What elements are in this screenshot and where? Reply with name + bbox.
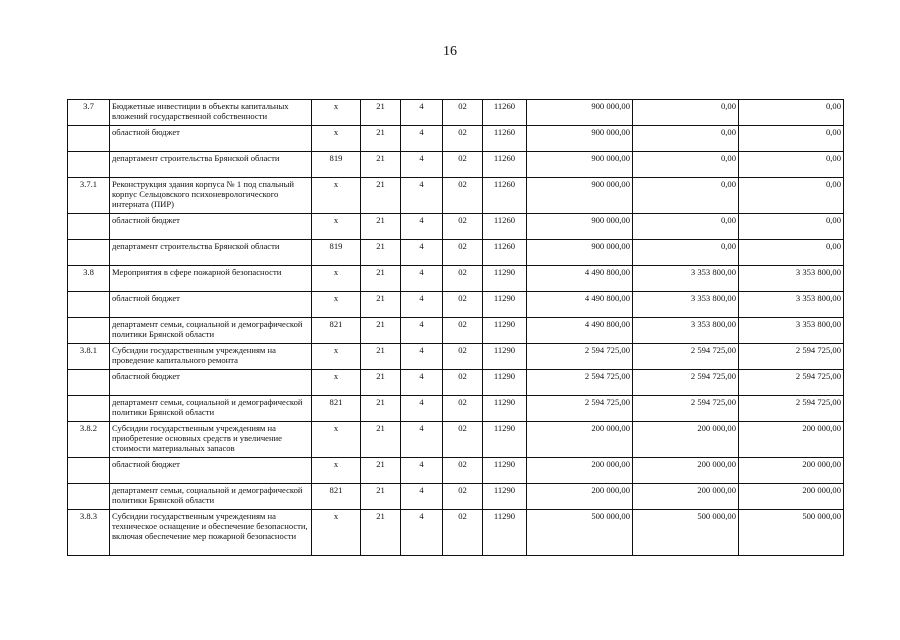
table-row xyxy=(68,422,844,458)
row-name-cell: областной бюджет xyxy=(110,214,312,240)
row-number-cell xyxy=(68,458,110,484)
section-code-cell: 21 xyxy=(361,240,401,266)
direction-code-cell: 11260 xyxy=(483,100,527,126)
amount-year2-cell: 2 594 725,00 xyxy=(633,396,739,422)
program-code-cell: 02 xyxy=(443,484,483,510)
row-name-cell: департамент строительства Брянской области xyxy=(110,152,312,178)
amount-year1-cell: 500 000,00 xyxy=(527,510,633,556)
amount-year2-cell: 0,00 xyxy=(633,178,739,214)
amount-year2-cell: 3 353 800,00 xyxy=(633,318,739,344)
direction-code-cell: 11260 xyxy=(483,240,527,266)
table-row xyxy=(68,370,844,396)
section-code-cell: 21 xyxy=(361,292,401,318)
admin-code-cell: х xyxy=(312,100,361,126)
section-code-cell: 21 xyxy=(361,484,401,510)
budget-table xyxy=(67,99,844,556)
table-row xyxy=(68,484,844,510)
row-name-cell: департамент семьи, социальной и демографической политики Брянской области xyxy=(110,396,312,422)
program-code-cell: 02 xyxy=(443,422,483,458)
amount-year1-cell: 900 000,00 xyxy=(527,152,633,178)
program-code-cell: 02 xyxy=(443,266,483,292)
admin-code-cell: х xyxy=(312,126,361,152)
amount-year3-cell: 2 594 725,00 xyxy=(739,344,844,370)
admin-code-cell: х xyxy=(312,458,361,484)
row-name-cell: департамент семьи, социальной и демографической политики Брянской области xyxy=(110,484,312,510)
direction-code-cell: 11290 xyxy=(483,458,527,484)
amount-year3-cell: 200 000,00 xyxy=(739,458,844,484)
row-number-cell: 3.8.1 xyxy=(68,344,110,370)
direction-code-cell: 11290 xyxy=(483,370,527,396)
row-number-cell xyxy=(68,152,110,178)
section-code-cell: 21 xyxy=(361,422,401,458)
subsection-code-cell: 4 xyxy=(401,370,443,396)
row-number-cell xyxy=(68,292,110,318)
amount-year3-cell: 200 000,00 xyxy=(739,422,844,458)
row-number-cell: 3.8 xyxy=(68,266,110,292)
admin-code-cell: х xyxy=(312,370,361,396)
amount-year2-cell: 0,00 xyxy=(633,152,739,178)
section-code-cell: 21 xyxy=(361,100,401,126)
row-number-cell xyxy=(68,370,110,396)
admin-code-cell: х xyxy=(312,178,361,214)
program-code-cell: 02 xyxy=(443,318,483,344)
amount-year1-cell: 900 000,00 xyxy=(527,100,633,126)
section-code-cell: 21 xyxy=(361,178,401,214)
admin-code-cell: 821 xyxy=(312,318,361,344)
row-name-cell: Субсидии государственным учреждениям на проведение капитального ремонта xyxy=(110,344,312,370)
admin-code-cell: 821 xyxy=(312,484,361,510)
row-name-cell: Субсидии государственным учреждениям на приобретение основных средств и увеличение стоимости материальных запасов xyxy=(110,422,312,458)
amount-year2-cell: 0,00 xyxy=(633,126,739,152)
subsection-code-cell: 4 xyxy=(401,266,443,292)
program-code-cell: 02 xyxy=(443,458,483,484)
amount-year2-cell: 0,00 xyxy=(633,240,739,266)
direction-code-cell: 11290 xyxy=(483,422,527,458)
amount-year1-cell: 900 000,00 xyxy=(527,126,633,152)
amount-year3-cell: 0,00 xyxy=(739,214,844,240)
admin-code-cell: х xyxy=(312,266,361,292)
amount-year3-cell: 200 000,00 xyxy=(739,484,844,510)
subsection-code-cell: 4 xyxy=(401,240,443,266)
section-code-cell: 21 xyxy=(361,126,401,152)
row-number-cell: 3.7 xyxy=(68,100,110,126)
row-number-cell: 3.8.3 xyxy=(68,510,110,556)
row-number-cell xyxy=(68,214,110,240)
amount-year3-cell: 0,00 xyxy=(739,126,844,152)
direction-code-cell: 11290 xyxy=(483,510,527,556)
subsection-code-cell: 4 xyxy=(401,422,443,458)
subsection-code-cell: 4 xyxy=(401,396,443,422)
admin-code-cell: х xyxy=(312,344,361,370)
amount-year3-cell: 3 353 800,00 xyxy=(739,266,844,292)
direction-code-cell: 11290 xyxy=(483,484,527,510)
direction-code-cell: 11260 xyxy=(483,178,527,214)
program-code-cell: 02 xyxy=(443,510,483,556)
row-number-cell xyxy=(68,240,110,266)
subsection-code-cell: 4 xyxy=(401,178,443,214)
amount-year2-cell: 200 000,00 xyxy=(633,422,739,458)
section-code-cell: 21 xyxy=(361,266,401,292)
amount-year2-cell: 0,00 xyxy=(633,100,739,126)
admin-code-cell: 821 xyxy=(312,396,361,422)
table-row xyxy=(68,240,844,266)
program-code-cell: 02 xyxy=(443,214,483,240)
section-code-cell: 21 xyxy=(361,152,401,178)
subsection-code-cell: 4 xyxy=(401,510,443,556)
row-name-cell: Субсидии государственным учреждениям на техническое оснащение и обеспечение безопасности, включая обеспечение мер пожарной безопасности xyxy=(110,510,312,556)
amount-year2-cell: 200 000,00 xyxy=(633,484,739,510)
section-code-cell: 21 xyxy=(361,318,401,344)
amount-year2-cell: 500 000,00 xyxy=(633,510,739,556)
direction-code-cell: 11260 xyxy=(483,214,527,240)
admin-code-cell: 819 xyxy=(312,240,361,266)
subsection-code-cell: 4 xyxy=(401,152,443,178)
table-row xyxy=(68,458,844,484)
subsection-code-cell: 4 xyxy=(401,458,443,484)
program-code-cell: 02 xyxy=(443,344,483,370)
table-row xyxy=(68,318,844,344)
amount-year3-cell: 0,00 xyxy=(739,100,844,126)
budget-table-body xyxy=(68,100,844,556)
admin-code-cell: х xyxy=(312,422,361,458)
table-row xyxy=(68,266,844,292)
admin-code-cell: 819 xyxy=(312,152,361,178)
amount-year1-cell: 900 000,00 xyxy=(527,178,633,214)
admin-code-cell: х xyxy=(312,510,361,556)
row-name-cell: областной бюджет xyxy=(110,370,312,396)
table-row xyxy=(68,126,844,152)
section-code-cell: 21 xyxy=(361,370,401,396)
subsection-code-cell: 4 xyxy=(401,292,443,318)
row-number-cell xyxy=(68,484,110,510)
program-code-cell: 02 xyxy=(443,100,483,126)
table-row xyxy=(68,396,844,422)
section-code-cell: 21 xyxy=(361,214,401,240)
subsection-code-cell: 4 xyxy=(401,100,443,126)
amount-year3-cell: 3 353 800,00 xyxy=(739,318,844,344)
table-row xyxy=(68,344,844,370)
amount-year1-cell: 200 000,00 xyxy=(527,422,633,458)
amount-year3-cell: 0,00 xyxy=(739,152,844,178)
section-code-cell: 21 xyxy=(361,344,401,370)
table-row xyxy=(68,292,844,318)
row-number-cell xyxy=(68,396,110,422)
table-row xyxy=(68,178,844,214)
subsection-code-cell: 4 xyxy=(401,484,443,510)
amount-year3-cell: 500 000,00 xyxy=(739,510,844,556)
row-number-cell xyxy=(68,318,110,344)
section-code-cell: 21 xyxy=(361,458,401,484)
amount-year3-cell: 2 594 725,00 xyxy=(739,396,844,422)
program-code-cell: 02 xyxy=(443,126,483,152)
row-number-cell: 3.7.1 xyxy=(68,178,110,214)
section-code-cell: 21 xyxy=(361,396,401,422)
row-name-cell: департамент семьи, социальной и демографической политики Брянской области xyxy=(110,318,312,344)
table-row xyxy=(68,152,844,178)
direction-code-cell: 11290 xyxy=(483,344,527,370)
table-row xyxy=(68,510,844,556)
amount-year1-cell: 4 490 800,00 xyxy=(527,318,633,344)
row-number-cell: 3.8.2 xyxy=(68,422,110,458)
direction-code-cell: 11290 xyxy=(483,292,527,318)
direction-code-cell: 11260 xyxy=(483,126,527,152)
subsection-code-cell: 4 xyxy=(401,318,443,344)
direction-code-cell: 11260 xyxy=(483,152,527,178)
admin-code-cell: х xyxy=(312,214,361,240)
program-code-cell: 02 xyxy=(443,152,483,178)
amount-year2-cell: 0,00 xyxy=(633,214,739,240)
amount-year2-cell: 2 594 725,00 xyxy=(633,344,739,370)
table-row xyxy=(68,100,844,126)
row-name-cell: Мероприятия в сфере пожарной безопасности xyxy=(110,266,312,292)
amount-year1-cell: 2 594 725,00 xyxy=(527,344,633,370)
amount-year2-cell: 200 000,00 xyxy=(633,458,739,484)
amount-year1-cell: 200 000,00 xyxy=(527,484,633,510)
row-name-cell: областной бюджет xyxy=(110,126,312,152)
amount-year1-cell: 200 000,00 xyxy=(527,458,633,484)
amount-year1-cell: 4 490 800,00 xyxy=(527,292,633,318)
amount-year2-cell: 3 353 800,00 xyxy=(633,266,739,292)
direction-code-cell: 11290 xyxy=(483,396,527,422)
row-name-cell: Реконструкция здания корпуса № 1 под спальный корпус Сельцовского психоневрологического интерната (ПИР) xyxy=(110,178,312,214)
row-name-cell: Бюджетные инвестиции в объекты капитальных вложений государственной собственности xyxy=(110,100,312,126)
program-code-cell: 02 xyxy=(443,370,483,396)
amount-year3-cell: 2 594 725,00 xyxy=(739,370,844,396)
amount-year3-cell: 3 353 800,00 xyxy=(739,292,844,318)
amount-year1-cell: 2 594 725,00 xyxy=(527,396,633,422)
table-row xyxy=(68,214,844,240)
section-code-cell: 21 xyxy=(361,510,401,556)
amount-year2-cell: 2 594 725,00 xyxy=(633,370,739,396)
subsection-code-cell: 4 xyxy=(401,214,443,240)
direction-code-cell: 11290 xyxy=(483,266,527,292)
direction-code-cell: 11290 xyxy=(483,318,527,344)
row-number-cell xyxy=(68,126,110,152)
admin-code-cell: х xyxy=(312,292,361,318)
amount-year1-cell: 900 000,00 xyxy=(527,214,633,240)
amount-year2-cell: 3 353 800,00 xyxy=(633,292,739,318)
subsection-code-cell: 4 xyxy=(401,126,443,152)
program-code-cell: 02 xyxy=(443,396,483,422)
amount-year1-cell: 4 490 800,00 xyxy=(527,266,633,292)
amount-year3-cell: 0,00 xyxy=(739,240,844,266)
row-name-cell: областной бюджет xyxy=(110,458,312,484)
program-code-cell: 02 xyxy=(443,240,483,266)
row-name-cell: областной бюджет xyxy=(110,292,312,318)
page-number: 16 xyxy=(443,44,457,59)
amount-year3-cell: 0,00 xyxy=(739,178,844,214)
subsection-code-cell: 4 xyxy=(401,344,443,370)
program-code-cell: 02 xyxy=(443,292,483,318)
amount-year1-cell: 900 000,00 xyxy=(527,240,633,266)
amount-year1-cell: 2 594 725,00 xyxy=(527,370,633,396)
program-code-cell: 02 xyxy=(443,178,483,214)
row-name-cell: департамент строительства Брянской области xyxy=(110,240,312,266)
